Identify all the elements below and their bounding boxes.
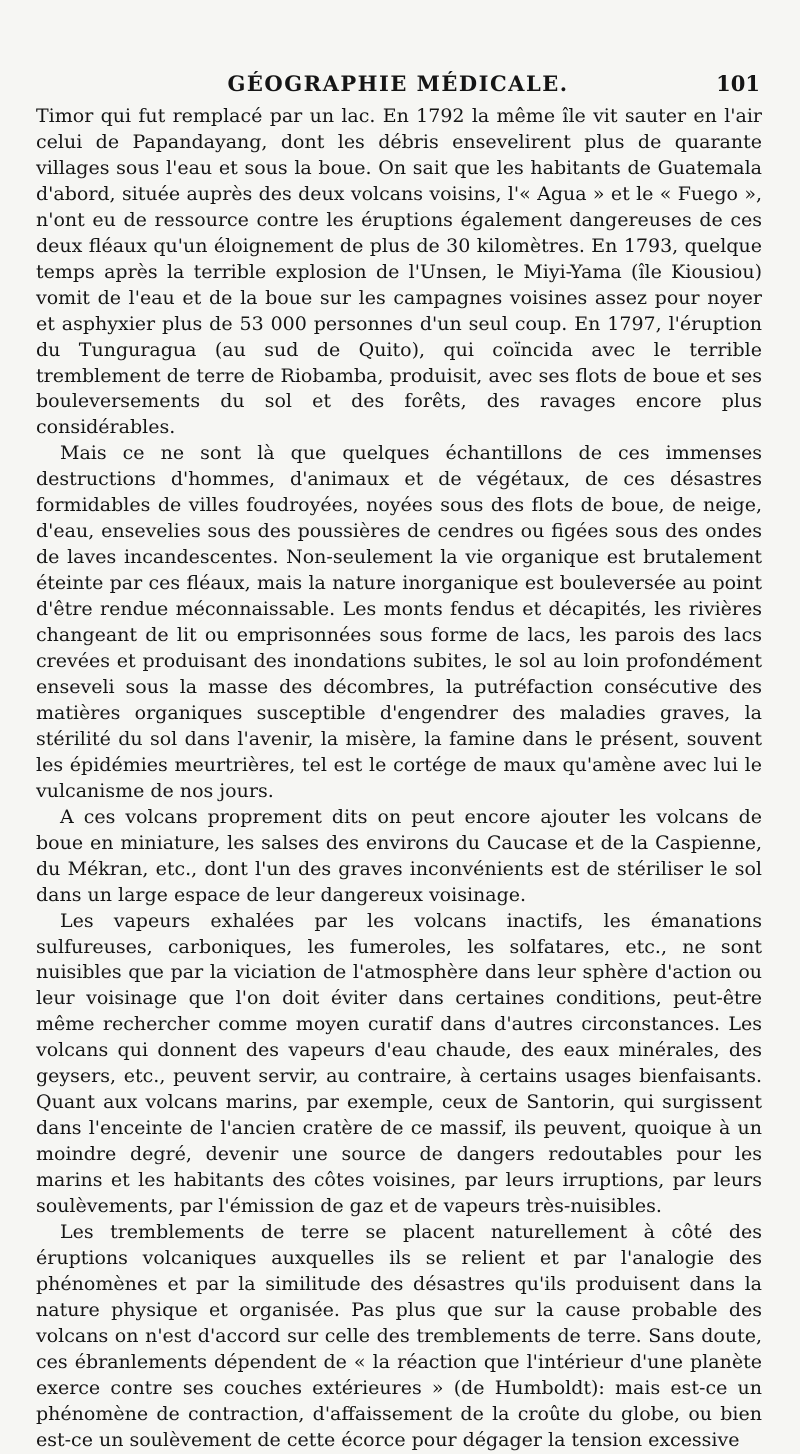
paragraph: A ces volcans proprement dits on peut encore ajouter les volcans de boue en miniature, les salses des environs du Caucase et de la Caspienne, du Mékran, etc., dont l'un des graves inconvénients est de stériliser le sol dans un large espace de leur dangereux voisinage. [36, 805, 762, 906]
paragraph: Les vapeurs exhalées par les volcans inactifs, les émanations sulfureuses, carboniques, les fumeroles, les solfatares, etc., ne sont nuisibles que par la viciation de l'atmosphère dans leur sphère d'action ou leur voisinage que l'on doit éviter dans certaines conditions, peut-être même rechercher comme moyen curatif dans d'autres circonstances. Les volcans qui donnent des vapeurs d'eau chaude, des eaux minérales, des geysers, etc., peuvent servir, au contraire, à certains usages bienfaisants. Quant aux volcans marins, par exemple, ceux de Santorin, qui surgissent dans l'enceinte de l'ancien cratère de ce massif, ils peuvent, quoique à un moindre degré, devenir une source de dangers redoutables pour les marins et les habitants des côtes voisines, par leurs irruptions, par leurs soulèvements, par l'émission de gaz et de vapeurs très-nuisibles. [36, 909, 762, 1218]
running-title: GÉOGRAPHIE MÉDICALE. [227, 71, 569, 96]
paragraph: Timor qui fut remplacé par un lac. En 1792 la même île vit sauter en l'air celui de Papandayang, dont les débris ensevelirent plus de quarante villages sous l'eau et sous la boue. On sait que les habitants de Guatemala d'abord, située auprès des deux volcans voisins, l'« Agua » et le « Fuego », n'ont eu de ressource contre les éruptions également dangereuses de ces deux fléaux qu'un éloignement de plus de 30 kilomètres. En 1793, quelque temps après la terrible explosion de l'Unsen, le Miyi-Yama (île Kiousiou) vomit de l'eau et de la boue sur les campagnes voisines assez pour noyer et asphyxier plus de 53 000 personnes d'un seul coup. En 1797, l'éruption du Tunguragua (au sud de Quito), qui coïncida avec le terrible tremblement de terre de Riobamba, produisit, avec ses flots de boue et ses bouleversements du sol et des forêts, des ravages encore plus considérables. [36, 105, 762, 439]
paragraph: Les tremblements de terre se placent naturellement à côté des éruptions volcaniques auxquelles ils se relient et par l'analogie des phénomènes et par la similitude des désastres qu'ils produisent dans la nature physique et organisée. Pas plus que sur la cause probable des volcans on n'est d'accord sur celle des tremblements de terre. Sans doute, ces ébranlements dépendent de « la réaction que l'intérieur d'une planète exerce contre ses couches extérieures » (de Humboldt): mais est-ce un phénomène de contraction, d'affaissement de la croûte du globe, ou bien est-ce un soulèvement de cette écorce pour dégager la tension excessive [36, 1220, 762, 1451]
body-text [36, 104, 762, 1451]
paragraph: Mais ce ne sont là que quelques échantillons de ces immenses destructions d'hommes, d'animaux et de végétaux, de ces désastres formidables de villes foudroyées, noyées sous des flots de boue, de neige, d'eau, ensevelies sous des poussières de cendres ou figées sous des ondes de laves incandescentes. Non-seulement la vie organique est brutalement éteinte par ces fléaux, mais la nature inorganique est bouleversée au point d'être rendue méconnaissable. Les monts fendus et décapités, les rivières changeant de lit ou emprisonnées sous forme de lacs, les parois des lacs crevées et produisant des inondations subites, le sol au loin profondément enseveli sous la masse des décombres, la putréfaction consécutive des matières organiques susceptible d'engendrer des maladies graves, la stérilité du sol dans l'avenir, la misère, la famine dans le présent, souvent les épidémies meurtrières, tel est le cortége de maux qu'amène avec lui le vulcanisme de nos jours. [36, 442, 762, 802]
page-number: 101 [716, 71, 760, 96]
running-head [36, 70, 760, 98]
